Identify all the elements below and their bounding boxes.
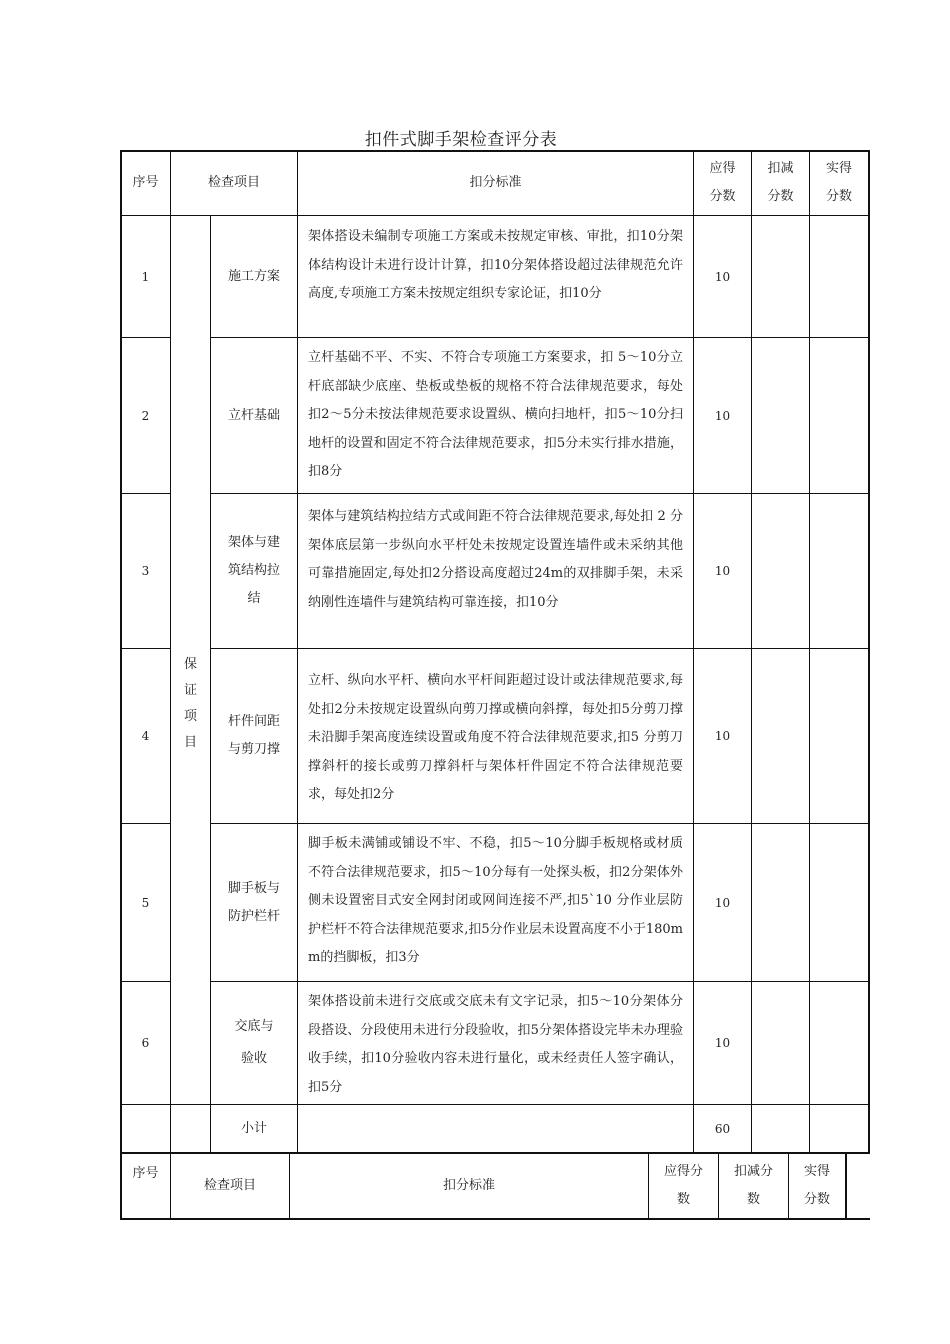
header2-score: 应得分 数 — [663, 1164, 703, 1207]
row-seq: 6 — [141, 1036, 150, 1050]
subtotal-score: 60 — [714, 1121, 731, 1136]
row-standard: 架体与建筑结构拉结方式或间距不符合法律规范要求,每处扣 2 分架体底层第一步纵向水平杆处未按规定设置连墙件或未采纳其他可靠措施固定,每处扣2分搭设高度超过24m的双排脚手架，未采纳刚性连墙件与建筑结构可靠连接，扣10分 — [308, 509, 683, 610]
row-score: 10 — [714, 408, 731, 423]
row-seq: 3 — [141, 564, 150, 578]
row-check-item: 架体与建 筑结构拉 结 — [227, 535, 280, 606]
row-score: 10 — [714, 269, 731, 284]
row-score: 10 — [714, 895, 731, 910]
row-seq: 4 — [141, 729, 150, 743]
header2-actual: 实得 分数 — [803, 1164, 830, 1207]
row-check-item: 施工方案 — [227, 268, 280, 284]
row-check-item: 交底与 验收 — [234, 1019, 274, 1066]
row-seq: 1 — [141, 269, 150, 284]
header2-seq: 序号 — [132, 1166, 159, 1181]
row-standard: 架体搭设前未进行交底或交底未有文字记录，扣5～10分架体分段搭设、分段使用未进行分段验收，扣5分架体搭设完毕未办理验收手续，扣10分验收内容未进行量化，或未经责任人签字确认，扣5分 — [308, 994, 683, 1095]
row-standard: 架体搭设未编制专项施工方案或未按规定审核、审批，扣10分架体结构设计未进行设计计算，扣10分架体搭设超过法律规范允许高度,专项施工方案未按规定组织专家论证，扣10分 — [308, 229, 683, 302]
row-score: 10 — [714, 564, 731, 578]
row-check-item: 脚手板与 防护栏杆 — [227, 880, 280, 924]
row-seq: 2 — [141, 408, 150, 423]
row-check-item: 杆件间距 与剪刀撑 — [227, 714, 280, 757]
row-standard: 立杆基础不平、不实、不符合专项施工方案要求，扣 5～10分立杆底部缺少底座、垫板或垫板的规格不符合法律规范要求，每处扣2～5分未按法律规范要求设置纵、横向扫地杆，扣5～10分扫地杆的设置和固定不符合法律规范要求，扣5分未实行排水措施，扣8分 — [308, 350, 683, 480]
row-seq: 5 — [141, 895, 150, 910]
header-score: 应得 分数 — [709, 161, 736, 204]
row-score: 10 — [714, 729, 731, 743]
row-check-item: 立杆基础 — [227, 407, 280, 423]
group-label-guarantee-items: 保 证 项 目 — [183, 657, 197, 750]
header2-deduct: 扣减分 数 — [733, 1164, 773, 1207]
header2-deduction-standard: 扣分标准 — [442, 1178, 495, 1193]
header-deduct: 扣减 分数 — [767, 161, 794, 204]
row-score: 10 — [714, 1036, 731, 1050]
page-title: 扣件式脚手架检查评分表 — [364, 130, 558, 150]
row-standard: 立杆、纵向水平杆、横向水平杆间距超过设计或法律规范要求,每处扣2分未按规定设置纵向剪刀撑或横向斜撑，每处扣5分剪刀撑未沿脚手架高度连续设置或角度不符合法律规范要求,扣5 分剪刀撑斜杆的接长或剪刀撑斜杆与架体杆件固定不符合法律规范要求，每处扣2分 — [308, 673, 683, 803]
header-deduction-standard: 扣分标准 — [469, 175, 522, 190]
header-seq: 序号 — [132, 175, 159, 190]
header2-check-item: 检查项目 — [203, 1178, 256, 1193]
subtotal-label: 小计 — [240, 1120, 267, 1136]
row-standard: 脚手板未满铺或铺设不牢、不稳，扣5～10分脚手板规格或材质不符合法律规范要求，扣5～10分每有一处探头板，扣2分架体外侧未设置密目式安全网封闭或网间连接不严,扣5`10 分作业层防护栏杆不符合法律规范要求,扣5分作业层未设置高度不小于180mm的挡脚板，扣3分 — [308, 836, 683, 966]
header-check-item: 检查项目 — [207, 175, 260, 190]
header-actual: 实得 分数 — [825, 161, 852, 204]
